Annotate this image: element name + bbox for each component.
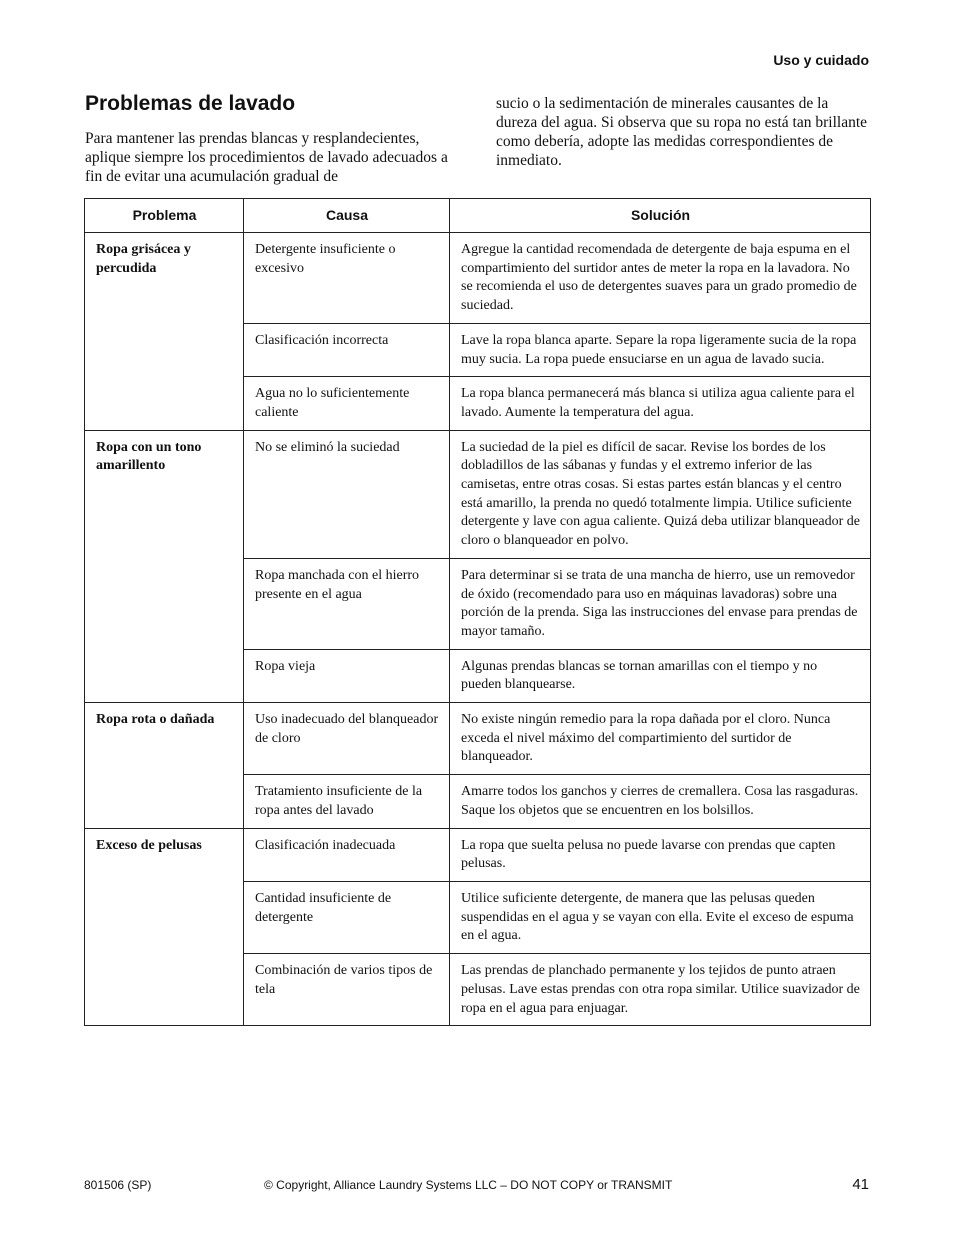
solution-cell: Amarre todos los ganchos y cierres de cremallera. Cosa las rasgaduras. Saque los objetos que se encuentren en los bolsillos. <box>450 775 871 828</box>
intro-paragraph-right: sucio o la sedimentación de minerales causantes de la dureza del agua. Si observa que su ropa no está tan brillante como debería, adopte las medidas correspondientes de inmediato. <box>496 95 868 169</box>
problem-cell: Ropa grisácea y percudida <box>85 233 244 431</box>
column-header-cause: Causa <box>244 199 450 233</box>
cause-cell: Cantidad insuficiente de detergente <box>244 881 450 953</box>
section-header: Uso y cuidado <box>773 52 869 68</box>
solution-cell: No existe ningún remedio para la ropa dañada por el cloro. Nunca exceda el nivel máximo del compartimiento del surtidor de blanqueador. <box>450 703 871 775</box>
table-row <box>85 828 871 881</box>
troubleshooting-table <box>84 198 871 1026</box>
cause-cell: Detergente insuficiente o excesivo <box>244 233 450 324</box>
intro-paragraph-left: Para mantener las prendas blancas y resplandecientes, aplique siempre los procedimientos de lavado adecuados a fin de evitar una acumulación gradual de <box>85 130 448 185</box>
column-header-problem: Problema <box>85 199 244 233</box>
solution-cell: Algunas prendas blancas se tornan amarillas con el tiempo y no pueden blanquearse. <box>450 649 871 702</box>
solution-cell: La ropa blanca permanecerá más blanca si utiliza agua caliente para el lavado. Aumente la temperatura del agua. <box>450 377 871 430</box>
table-row <box>85 430 871 558</box>
cause-cell: Clasificación inadecuada <box>244 828 450 881</box>
table-row <box>85 703 871 775</box>
cause-cell: Clasificación incorrecta <box>244 323 450 376</box>
cause-cell: Tratamiento insuficiente de la ropa antes del lavado <box>244 775 450 828</box>
cause-cell: Uso inadecuado del blanqueador de cloro <box>244 703 450 775</box>
cause-cell: Agua no lo suficientemente caliente <box>244 377 450 430</box>
solution-cell: Agregue la cantidad recomendada de detergente de baja espuma en el compartimiento del surtidor antes de meter la ropa en la lavadora. No se recomienda el uso de detergentes suaves para un grado promedio de suciedad. <box>450 233 871 324</box>
cause-cell: No se eliminó la suciedad <box>244 430 450 558</box>
solution-cell: Lave la ropa blanca aparte. Separe la ropa ligeramente sucia de la ropa muy sucia. La ropa puede ensuciarse en un agua de lavado sucia. <box>450 323 871 376</box>
solution-cell: La ropa que suelta pelusa no puede lavarse con prendas que capten pelusas. <box>450 828 871 881</box>
table-row <box>85 233 871 324</box>
solution-cell: Utilice suficiente detergente, de manera que las pelusas queden suspendidas en el agua y se vayan con ella. Evite el exceso de espuma en el agua. <box>450 881 871 953</box>
solution-cell: La suciedad de la piel es difícil de sacar. Revise los bordes de los dobladillos de las sábanas y fundas y el extremo inferior de las camisetas, entre otras cosas. Si estas partes están blancas y el centro está amarillo, la prenda no quedó totalmente limpia. Utilice suficiente detergente y lave con agua caliente. Quizá deba utilizar blanqueador de cloro o blanqueador en polvo. <box>450 430 871 558</box>
page-title: Problemas de lavado <box>85 92 296 115</box>
page-number: 41 <box>852 1176 869 1193</box>
solution-cell: Para determinar si se trata de una mancha de hierro, use un removedor de óxido (recomendado para uso en máquinas lavadoras) sobre una porción de la prenda. Siga las instrucciones del envase para prendas de mayor tamaño. <box>450 558 871 649</box>
solution-cell: Las prendas de planchado permanente y los tejidos de punto atraen pelusas. Lave estas prendas con otra ropa similar. Utilice suavizador de ropa en el agua para enjuagar. <box>450 954 871 1026</box>
problem-cell: Exceso de pelusas <box>85 828 244 1026</box>
cause-cell: Combinación de varios tipos de tela <box>244 954 450 1026</box>
cause-cell: Ropa vieja <box>244 649 450 702</box>
table-header-row <box>85 199 871 233</box>
column-header-solution: Solución <box>450 199 871 233</box>
problem-cell: Ropa rota o dañada <box>85 703 244 829</box>
footer-doc-number: 801506 (SP) <box>84 1178 152 1192</box>
footer-copyright: © Copyright, Alliance Laundry Systems LLC – DO NOT COPY or TRANSMIT <box>264 1178 673 1192</box>
cause-cell: Ropa manchada con el hierro presente en el agua <box>244 558 450 649</box>
problem-cell: Ropa con un tono amarillento <box>85 430 244 702</box>
